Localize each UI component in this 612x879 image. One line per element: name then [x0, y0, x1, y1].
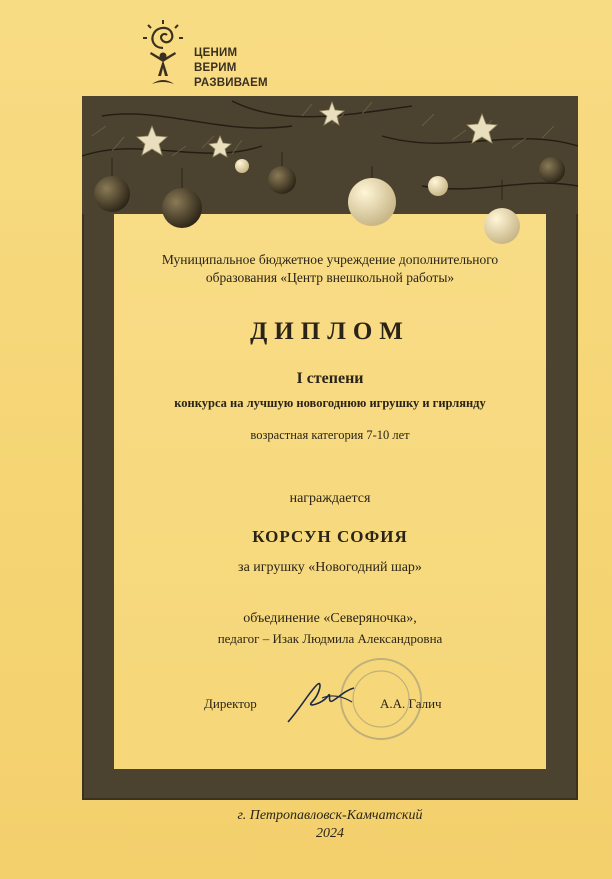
awarded-work: за игрушку «Новогодний шар»	[238, 560, 422, 575]
awarded-label: награждается	[289, 491, 371, 506]
recipient-name: КОРСУН СОФИЯ	[252, 527, 408, 546]
handwritten-signature-icon	[282, 676, 362, 728]
institution-line-2: образования «Центр внешкольной работы»	[205, 270, 455, 285]
motto-line-3: РАЗВИВАЕМ	[194, 77, 268, 89]
age-category: возрастная категория 7-10 лет	[250, 428, 410, 442]
motto-line-2: ВЕРИМ	[194, 62, 237, 74]
institution-line-1: Муниципальное бюджетное учреждение дополнительного	[161, 252, 499, 267]
signature-row	[82, 692, 578, 732]
association-name: объединение «Северяночка»,	[243, 611, 417, 626]
teacher-name: педагог – Изак Людмила Александровна	[217, 631, 443, 646]
contest-name: конкурса на лучшую новогоднюю игрушку и гирлянду	[174, 396, 486, 410]
motto-line-1: ЦЕНИМ	[194, 47, 238, 59]
diploma-content	[82, 0, 578, 879]
footer-year: 2024	[316, 826, 344, 841]
footer-city: г. Петропавловск-Камчатский	[237, 808, 423, 823]
director-label: Директор	[204, 696, 257, 711]
diploma-degree: I степени	[296, 370, 364, 387]
diploma-title: ДИПЛОМ	[250, 318, 410, 345]
director-name: А.А. Галич	[380, 696, 442, 711]
